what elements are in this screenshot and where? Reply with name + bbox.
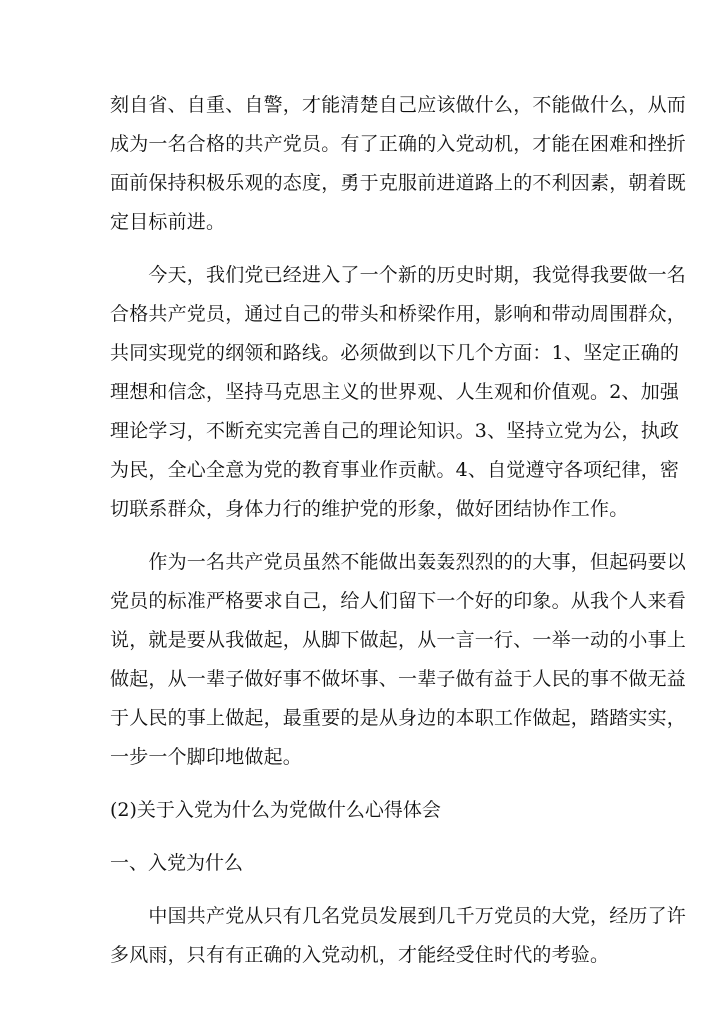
text-line: 成为一名合格的共产党员。有了正确的入党动机，才能在困难和挫折 <box>110 133 687 155</box>
text-line: 理论学习，不断充实完善自己的理论知识。3、坚持立党为公，执政 <box>110 420 680 442</box>
text-line: 定目标前进。 <box>110 211 226 233</box>
text-line: 面前保持积极乐观的态度，勇于克服前进道路上的不利因素，朝着既 <box>110 172 687 194</box>
paragraph-3 <box>110 543 687 777</box>
paragraph-4 <box>110 897 687 975</box>
document-body <box>110 86 687 975</box>
section-heading: (2)关于入党为什么为党做什么心得体会 <box>110 799 441 821</box>
text-line: 理想和信念，坚持马克思主义的世界观、人生观和价值观。2、加强 <box>110 381 680 403</box>
paragraph-spacer <box>110 830 615 844</box>
text-line: 合格共产党员，通过自己的带头和桥梁作用，影响和带动周围群众， <box>110 303 687 325</box>
text-line: 切联系群众，身体力行的维护党的形象，做好团结协作工作。 <box>110 498 629 520</box>
paragraph-1 <box>110 86 687 242</box>
text-line: 做起，从一辈子做好事不做坏事、一辈子做有益于人民的事不做无益 <box>110 668 687 690</box>
paragraph-spacer <box>110 529 615 543</box>
paragraph-spacer <box>110 242 615 256</box>
text-line: 多风雨，只有有正确的入党动机，才能经受住时代的考验。 <box>110 944 610 966</box>
text-line: 中国共产党从只有几名党员发展到几千万党员的大党，经历了许 <box>110 905 687 927</box>
paragraph-spacer <box>110 777 615 791</box>
text-line: 一步一个脚印地做起。 <box>110 746 303 768</box>
text-line: 说，就是要从我做起，从脚下做起，从一言一行、一举一动的小事上 <box>110 629 687 651</box>
text-line: 今天，我们党已经进入了一个新的历史时期，我觉得我要做一名 <box>110 264 687 286</box>
paragraph-2 <box>110 256 687 529</box>
text-line: 党员的标准严格要求自己，给人们留下一个好的印象。从我个人来看 <box>110 590 687 612</box>
paragraph-spacer <box>110 883 615 897</box>
subsection-heading: 一、入党为什么 <box>110 852 244 874</box>
text-line: 共同实现党的纲领和路线。必须做到以下几个方面：1、坚定正确的 <box>110 342 680 364</box>
text-line: 刻自省、自重、自警，才能清楚自己应该做什么，不能做什么，从而 <box>110 94 687 116</box>
text-line: 于人民的事上做起，最重要的是从身边的本职工作做起，踏踏实实， <box>110 707 687 729</box>
text-line: 为民，全心全意为党的教育事业作贡献。4、自觉遵守各项纪律，密 <box>110 459 680 481</box>
text-line: 作为一名共产党员虽然不能做出轰轰烈烈的的大事，但起码要以 <box>110 551 687 573</box>
